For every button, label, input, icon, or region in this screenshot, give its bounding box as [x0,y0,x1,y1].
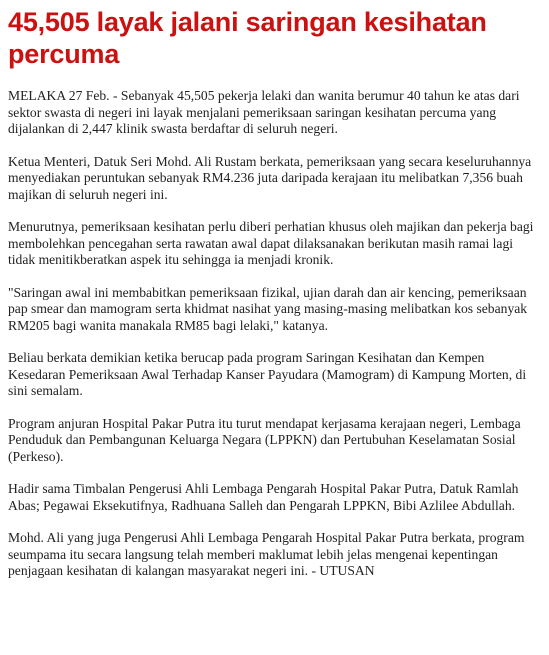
article-paragraph-2: Ketua Menteri, Datuk Seri Mohd. Ali Rustam berkata, pemeriksaan yang secara keseluruhannya menyediakan peruntukan sebanyak RM4.236 juta daripada kerajaan itu melibatkan 7,356 buah majikan di seluruh negeri ini. [8,153,532,202]
article-paragraph-3: Menurutnya, pemeriksaan kesihatan perlu diberi perhatian khusus oleh majikan dan pekerja bagi membolehkan pencegahan serta rawatan awal dapat dilaksanakan berikutan masih ramai lagi tidak menitikberatkan aspek itu sehingga ia menjadi kronik. [8,219,534,267]
article-body [8,88,541,580]
article-headline: 45,505 layak jalani saringan kesihatan percuma [8,7,487,69]
article-paragraph-5: Beliau berkata demikian ketika berucap pada program Saringan Kesihatan dan Kempen Kesedaran Pemeriksaan Awal Terhadap Kanser Payudara (Mamogram) di Kampung Morten, di sini semalam. [8,350,527,398]
article-paragraph-7: Hadir sama Timbalan Pengerusi Ahli Lembaga Pengarah Hospital Pakar Putra, Datuk Ramlah Abas; Pegawai Eksekutifnya, Radhuana Salleh dan Pengarah LPPKN, Bibi Azlilee Abdullah. [8,481,519,513]
news-article [8,6,541,580]
article-paragraph-6: Program anjuran Hospital Pakar Putra itu turut mendapat kerjasama kerajaan negeri, Lembaga Penduduk dan Pembangunan Keluarga Negara (LPPKN) dan Pertubuhan Keselamatan Sosial (Perkeso). [8,415,521,464]
article-paragraph-1: MELAKA 27 Feb. - Sebanyak 45,505 pekerja lelaki dan wanita berumur 40 tahun ke atas dari sektor swasta di negeri ini layak menjalani pemeriksaan saringan kesihatan percuma yang dijalankan di 2,447 klinik swasta berdaftar di seluruh negeri. [8,88,520,136]
article-paragraph-4: "Saringan awal ini membabitkan pemeriksaan fizikal, ujian darah dan air kencing, pemeriksaan pap smear dan mamogram serta khidmat nasihat yang masing-masing melibatkan kos sebanyak RM205 bagi wanita manakala RM85 bagi lelaki," katanya. [8,284,528,333]
article-paragraph-8: Mohd. Ali yang juga Pengerusi Ahli Lembaga Pengarah Hospital Pakar Putra berkata, program seumpama itu secara langsung telah memberi maklumat lebih jelas mengenai kepentingan penjagaan kesihatan di kalangan masyarakat negeri ini. - UTUSAN [8,530,525,578]
